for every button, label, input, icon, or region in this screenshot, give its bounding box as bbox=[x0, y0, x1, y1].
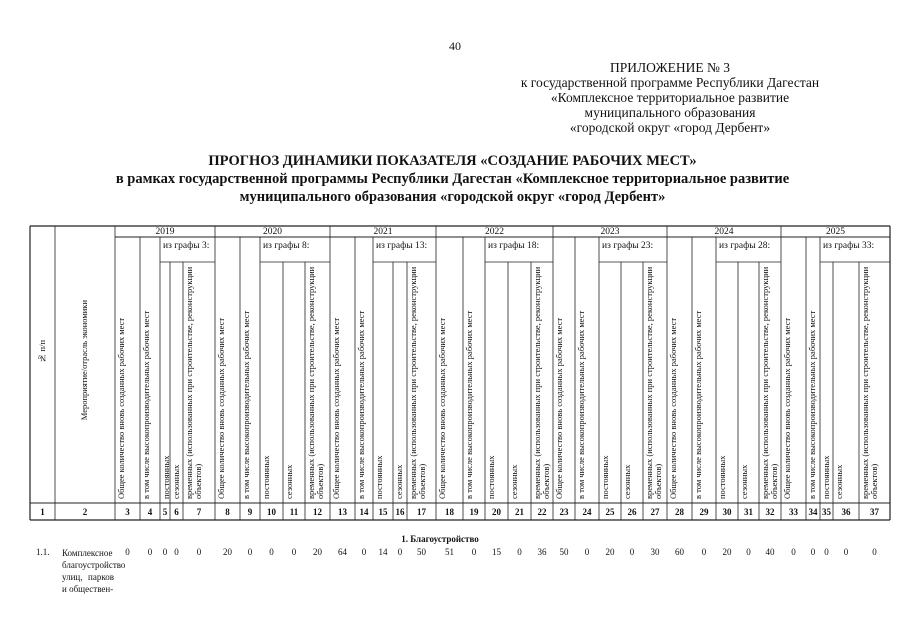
column-number: 3 bbox=[125, 507, 130, 517]
table-cell-value: 50 bbox=[417, 547, 426, 557]
table-cell-value: 0 bbox=[162, 547, 168, 557]
column-header-high: в том числе высокопроизводительных рабочих мест bbox=[807, 310, 817, 499]
column-header-total: Общее количество вновь созданных рабочих мест bbox=[216, 317, 226, 499]
column-number: 2 bbox=[82, 507, 88, 517]
table-cell-value: 30 bbox=[650, 547, 660, 557]
column-header-total: Общее количество вновь созданных рабочих мест bbox=[554, 317, 564, 499]
column-number: 26 bbox=[627, 507, 637, 517]
table-cell-value: 20 bbox=[223, 547, 232, 557]
year-header: 2025 bbox=[826, 227, 845, 237]
table-cell-value: 15 bbox=[492, 547, 501, 557]
column-header-high: в том числе высокопроизводительных рабочих мест bbox=[576, 310, 586, 499]
group-subheader: из графы 8: bbox=[263, 241, 310, 251]
table-cell-value: 20 bbox=[313, 547, 322, 557]
document-subtitle: в рамках государственной программы Республики Дагестан «Комплексное территориальное развитие bbox=[115, 171, 790, 187]
column-header-total: Общее количество вновь созданных рабочих мест bbox=[782, 317, 792, 499]
table-cell-value: 0 bbox=[174, 547, 179, 557]
column-number: 7 bbox=[196, 507, 202, 517]
column-header-seasonal: сезонных bbox=[394, 464, 404, 499]
table-cell-value: 0 bbox=[791, 547, 796, 557]
column-header-high: в том числе высокопроизводительных рабочих мест bbox=[464, 310, 474, 499]
group-subheader: из графы 33: bbox=[823, 241, 875, 251]
column-number: 21 bbox=[515, 507, 524, 517]
table-cell-value: 0 bbox=[147, 547, 153, 557]
column-number: 17 bbox=[417, 507, 426, 517]
appendix-line: муниципального образования bbox=[584, 105, 756, 120]
table-cell-value: 64 bbox=[338, 547, 347, 557]
year-header: 2019 bbox=[155, 227, 175, 237]
header-num-column: № п/п bbox=[37, 340, 47, 364]
column-header-temporary: временных (использованных при строительстве, реконструкции объектов) bbox=[644, 266, 663, 499]
group-subheader: из графы 3: bbox=[163, 241, 210, 251]
table-cell-value: 0 bbox=[746, 547, 751, 557]
column-header-high: в том числе высокопроизводительных рабочих мест bbox=[356, 310, 366, 499]
column-number: 31 bbox=[744, 507, 753, 517]
column-number: 32 bbox=[765, 507, 775, 517]
appendix-heading: ПРИЛОЖЕНИЕ № 3 bbox=[609, 60, 731, 75]
appendix-line: «Комплексное территориальное развитие bbox=[550, 90, 790, 105]
year-header: 2024 bbox=[714, 227, 734, 237]
row-number: 1.1. bbox=[36, 547, 50, 557]
column-header-seasonal: сезонных bbox=[171, 464, 181, 499]
column-header-temporary: временных (использованных при строительстве, реконструкции объектов) bbox=[408, 266, 427, 499]
table-cell-value: 0 bbox=[824, 547, 829, 557]
column-number: 12 bbox=[313, 507, 322, 517]
table-cell-value: 51 bbox=[445, 547, 454, 557]
column-header-permanent: постоянных bbox=[261, 455, 271, 499]
column-header-seasonal: сезонных bbox=[284, 464, 294, 499]
table-cell-value: 0 bbox=[810, 547, 816, 557]
column-header-seasonal: сезонных bbox=[622, 464, 632, 499]
column-number: 27 bbox=[650, 507, 660, 517]
table-cell-value: 14 bbox=[378, 547, 388, 557]
column-number: 33 bbox=[789, 507, 798, 517]
column-header-seasonal: сезонных bbox=[739, 464, 749, 499]
column-header-total: Общее количество вновь созданных рабочих мест bbox=[116, 317, 126, 499]
column-header-permanent: постоянных bbox=[717, 455, 727, 499]
document-title: ПРОГНОЗ ДИНАМИКИ ПОКАЗАТЕЛЯ «СОЗДАНИЕ РАБОЧИХ МЕСТ» bbox=[208, 153, 697, 169]
year-header: 2020 bbox=[263, 227, 282, 237]
column-header-total: Общее количество вновь созданных рабочих мест bbox=[437, 317, 447, 499]
column-header-permanent: постоянных bbox=[600, 455, 610, 499]
column-number: 13 bbox=[338, 507, 347, 517]
section-title: 1. Благоустройство bbox=[401, 534, 479, 544]
group-subheader: из графы 23: bbox=[602, 241, 654, 251]
column-header-permanent: постоянных bbox=[374, 455, 384, 499]
table-cell-value: 0 bbox=[629, 547, 635, 557]
column-number: 1 bbox=[40, 507, 45, 517]
column-number: 34 bbox=[808, 507, 818, 517]
appendix-line: к государственной программе Республики Дагестан bbox=[520, 75, 820, 90]
column-header-high: в том числе высокопроизводительных рабочих мест bbox=[141, 310, 151, 499]
column-header-total: Общее количество вновь созданных рабочих мест bbox=[668, 317, 678, 499]
column-number: 37 bbox=[870, 507, 879, 517]
table-cell-value: 40 bbox=[765, 547, 775, 557]
header-measure-column: Мероприятие/отрасль экономики bbox=[79, 300, 89, 421]
table-cell-value: 0 bbox=[517, 547, 522, 557]
column-header-high: в том числе высокопроизводительных рабочих мест bbox=[241, 310, 251, 499]
table-cell-value: 0 bbox=[397, 547, 403, 557]
table-cell-value: 0 bbox=[843, 547, 849, 557]
column-number: 29 bbox=[699, 507, 709, 517]
column-number: 6 bbox=[174, 507, 179, 517]
column-number: 19 bbox=[469, 507, 479, 517]
column-header-permanent: постоянных bbox=[821, 455, 831, 499]
table-cell-value: 0 bbox=[872, 547, 877, 557]
page-number: 40 bbox=[449, 39, 461, 53]
group-subheader: из графы 28: bbox=[719, 241, 771, 251]
table-cell-value: 36 bbox=[537, 547, 547, 557]
column-number: 25 bbox=[605, 507, 615, 517]
column-number: 20 bbox=[492, 507, 501, 517]
column-number: 18 bbox=[445, 507, 454, 517]
table-cell-value: 20 bbox=[605, 547, 615, 557]
table-cell-value: 60 bbox=[675, 547, 684, 557]
column-number: 23 bbox=[559, 507, 569, 517]
column-number: 14 bbox=[359, 507, 369, 517]
year-header: 2021 bbox=[373, 227, 393, 237]
table-cell-value: 0 bbox=[584, 547, 590, 557]
appendix-line: «городской округ «город Дербент» bbox=[569, 120, 771, 135]
column-number: 10 bbox=[267, 507, 276, 517]
column-header-temporary: временных (использованных при строительстве, реконструкции объектов) bbox=[760, 266, 779, 499]
column-number: 22 bbox=[537, 507, 547, 517]
column-header-total: Общее количество вновь созданных рабочих мест bbox=[331, 317, 341, 499]
table-cell-value: 0 bbox=[701, 547, 707, 557]
column-number: 5 bbox=[162, 507, 168, 517]
table-cell-value: 0 bbox=[361, 547, 367, 557]
column-number: 30 bbox=[722, 507, 732, 517]
column-number: 28 bbox=[675, 507, 684, 517]
column-header-permanent: постоянных bbox=[486, 455, 496, 499]
column-header-temporary: временных (использованных при строительстве, реконструкции объектов) bbox=[306, 266, 325, 499]
column-number: 8 bbox=[225, 507, 230, 517]
column-header-seasonal: сезонных bbox=[834, 464, 844, 499]
table-cell-value: 0 bbox=[291, 547, 297, 557]
table-cell-value: 0 bbox=[471, 547, 477, 557]
column-header-temporary: временных (использованных при строительстве, реконструкции объектов) bbox=[184, 266, 203, 499]
year-header: 2022 bbox=[485, 227, 504, 237]
table-cell-value: 0 bbox=[125, 547, 130, 557]
table-cell-value: 50 bbox=[559, 547, 569, 557]
column-number: 35 bbox=[822, 507, 831, 517]
column-number: 24 bbox=[582, 507, 592, 517]
column-header-seasonal: сезонных bbox=[509, 464, 519, 499]
table-cell-value: 0 bbox=[196, 547, 202, 557]
year-header: 2023 bbox=[600, 227, 620, 237]
column-header-temporary: временных (использованных при строительстве, реконструкции объектов) bbox=[860, 266, 879, 499]
column-number: 4 bbox=[147, 507, 153, 517]
column-number: 9 bbox=[247, 507, 253, 517]
group-subheader: из графы 13: bbox=[376, 241, 428, 251]
group-subheader: из графы 18: bbox=[488, 241, 540, 251]
table-cell-value: 0 bbox=[247, 547, 253, 557]
table-cell-value: 0 bbox=[269, 547, 274, 557]
column-header-temporary: временных (использованных при строительстве, реконструкции объектов) bbox=[532, 266, 551, 499]
table-cell-value: 20 bbox=[722, 547, 732, 557]
column-number: 36 bbox=[841, 507, 851, 517]
column-number: 11 bbox=[289, 507, 299, 517]
column-number: 16 bbox=[395, 507, 405, 517]
row-measure-name: Комплексное благоустройство улиц, парков и обществен- bbox=[62, 548, 126, 594]
column-number: 15 bbox=[378, 507, 388, 517]
document-subtitle: муниципального образования «городской округ «город Дербент» bbox=[239, 189, 666, 205]
column-header-high: в том числе высокопроизводительных рабочих мест bbox=[693, 310, 703, 499]
column-header-permanent: постоянных bbox=[161, 455, 171, 499]
